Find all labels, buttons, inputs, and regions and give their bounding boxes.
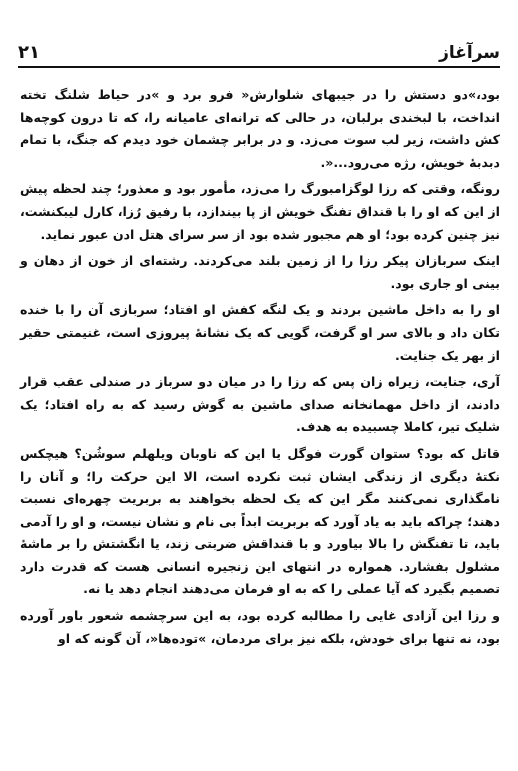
paragraph: قاتل که بود؟ ستوان گورت فوگل یا این که ناوبان ویلهلم سوشُن؟ هیچکس نکتهٔ دیگری از زندگی ایشان ثبت نکرده است، الا این حرکت را؛ و آنان را نامگذاری نمی‌کنند مگر این که یک لحظه بخواهند به بربریت چهره‌ای نسبت دهند؛ چراکه باید به یاد آورد که بربریت ابداً بی نام و نشان نیست، و او را آدمی باید، تا تفنگش را بالا بیاورد و با قنداقش ضربتی زند، یا انگشتش را بر ماشهٔ مشلول بفشارد. همواره در انتهای این زنجیره انسانی هست که قدرت دارد تصمیم بگیرد که آیا عملی را که به او فرمان می‌دهند انجام دهد یا نه.: [20, 445, 500, 597]
page-number: ۲۱: [18, 42, 40, 63]
paragraph: رونگه، وقتی که رزا لوگزامبورگ را می‌زد، مأمور بود و معذور؛ چند لحظه پیش از این که او را با قنداق تفنگ خویش از پا بیندازد، با رفیق رُزا، کارل لیبکنشت، نیز چنین کرده بود؛ او هم مجبور شده بود از سر سرای هتل ادن عبور نماید.: [20, 181, 500, 242]
paragraph: و رزا این آزادی غایی را مطالبه کرده بود، به این سرچشمه شعور باور آورده بود، نه تنها برای خودش، بلکه نیز برای مردمان، »توده‌ها«، آن گونه که او: [20, 608, 500, 646]
running-title: سرآغاز: [439, 43, 500, 63]
paragraph: اینک سربازان پیکر رزا را از زمین بلند می‌کردند. رشته‌ای از خون از دهان و بینی او جاری بود.: [20, 253, 500, 291]
paragraph: آری، جنایت، زیراه زان پس که رزا را در میان دو سرباز در صندلی عقب قرار دادند، از داخل مهمانخانه صدای ماشین به گوش رسید که به راه افتاد؛ یک شلیک تیر، کاملا چسبیده به هدف.: [20, 374, 500, 435]
body-text: [20, 84, 500, 654]
paragraph: او را به داخل ماشین بردند و یک لنگه کفش او افتاد؛ سربازی آن را با خنده تکان داد و بالای سر او گرفت، گویی که یک نشانهٔ پیروزی است، غنیمتی حقیر از بهر یک جنایت.: [20, 302, 500, 363]
paragraph: بود،»دو دستش را در جیبهای شلوارش« فرو برد و »در حیاط شلنگ تخته انداخت، با لبخندی برلبان، در حالی که ترانه‌ای عامیانه را، که تا درون کوچه‌ها کش داشت، زیر لب سوت می‌زد. و در برابر چشمان خود دیدم که جنگ، با تمام دبدبهٔ خویش، رژه می‌رود...«.: [20, 87, 500, 170]
page-header: [18, 30, 500, 68]
